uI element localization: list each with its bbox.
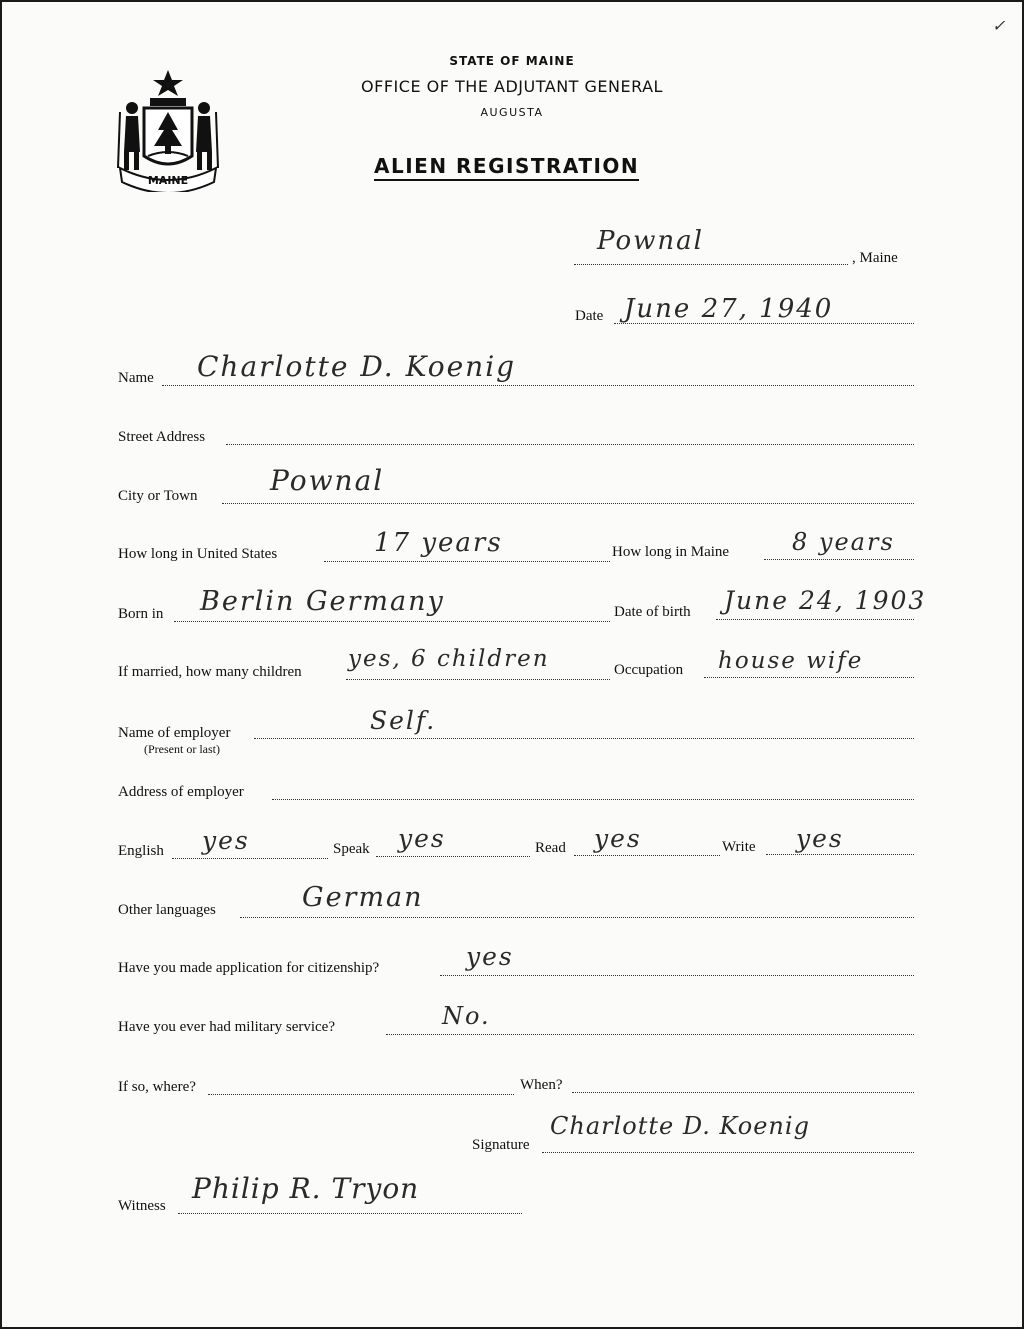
- city-value: Pownal: [270, 464, 385, 497]
- maine-dotted-line: [764, 559, 914, 560]
- employer-value: Self.: [370, 706, 437, 735]
- children-dotted-line: [346, 679, 610, 680]
- occupation-dotted-line: [704, 677, 914, 678]
- military-value: No.: [442, 1002, 491, 1030]
- employer-dotted-line: [254, 738, 914, 739]
- city-dotted-line: [222, 503, 914, 504]
- write-dotted-line: [766, 854, 914, 855]
- english-dotted-line: [172, 858, 328, 859]
- occupation-label: Occupation: [614, 662, 684, 678]
- read-label: Read: [535, 840, 566, 856]
- children-label: If married, how many children: [118, 664, 302, 680]
- date-value: June 27, 1940: [624, 294, 834, 324]
- dob-label: Date of birth: [614, 604, 691, 620]
- other-languages-value: German: [302, 882, 424, 913]
- occupation-value: house wife: [718, 648, 864, 674]
- born-label: Born in: [118, 606, 164, 622]
- state-heading: STATE OF MAINE: [449, 54, 575, 68]
- seal-banner: MAINE: [147, 174, 189, 187]
- signature-value: Charlotte D. Koenig: [550, 1112, 810, 1140]
- signature-dotted-line: [542, 1152, 914, 1153]
- military-label: Have you ever had military service?: [118, 1019, 335, 1035]
- dob-value: June 24, 1903: [724, 586, 927, 615]
- dob-dotted-line: [716, 619, 914, 620]
- maine-seal-icon: [114, 68, 222, 192]
- check-mark: ✓: [992, 16, 1006, 35]
- us-duration-value: 17 years: [374, 528, 503, 558]
- form-title: ALIEN REGISTRATION: [374, 154, 639, 181]
- speak-label: Speak: [333, 841, 370, 857]
- name-dotted-line: [162, 385, 914, 386]
- signature-label: Signature: [472, 1137, 530, 1153]
- born-value: Berlin Germany: [200, 586, 445, 617]
- citizenship-label: Have you made application for citizenship?: [118, 960, 380, 976]
- english-value: yes: [202, 826, 250, 855]
- other-languages-dotted-line: [240, 917, 914, 918]
- where-dotted-line: [208, 1094, 514, 1095]
- military-dotted-line: [386, 1034, 914, 1035]
- citizenship-dotted-line: [440, 975, 914, 976]
- employer-address-dotted-line: [272, 799, 914, 800]
- when-label: When?: [520, 1077, 563, 1093]
- speak-dotted-line: [376, 856, 530, 857]
- maine-duration-value: 8 years: [792, 528, 895, 556]
- name-label: Name: [118, 370, 154, 386]
- write-value: yes: [796, 824, 844, 853]
- employer-sublabel: (Present or last): [144, 742, 220, 756]
- maine-label: , Maine: [852, 250, 898, 266]
- office-heading: OFFICE OF THE ADJUTANT GENERAL: [361, 77, 663, 96]
- english-label: English: [118, 843, 164, 859]
- write-label: Write: [722, 839, 756, 855]
- maine-duration-label: How long in Maine: [612, 544, 730, 560]
- us-dotted-line: [324, 561, 610, 562]
- when-dotted-line: [572, 1092, 914, 1093]
- witness-dotted-line: [178, 1213, 522, 1214]
- where-label: If so, where?: [118, 1079, 196, 1095]
- us-duration-label: How long in United States: [118, 546, 278, 562]
- read-value: yes: [594, 824, 642, 853]
- other-languages-label: Other languages: [118, 902, 216, 918]
- witness-value: Philip R. Tryon: [192, 1172, 420, 1205]
- employer-address-label: Address of employer: [118, 784, 244, 800]
- born-dotted-line: [174, 621, 610, 622]
- speak-value: yes: [398, 824, 446, 853]
- witness-label: Witness: [118, 1198, 166, 1214]
- children-value: yes, 6 children: [348, 646, 550, 672]
- citizenship-value: yes: [466, 942, 514, 971]
- employer-label: Name of employer: [118, 725, 231, 741]
- town-value: Pownal: [597, 226, 704, 256]
- city-heading: AUGUSTA: [480, 106, 544, 119]
- street-dotted-line: [226, 444, 914, 445]
- date-label: Date: [575, 308, 604, 324]
- street-label: Street Address: [118, 429, 206, 445]
- city-label: City or Town: [118, 488, 198, 504]
- name-value: Charlotte D. Koenig: [197, 350, 517, 383]
- town-dotted-line: [574, 264, 848, 265]
- read-dotted-line: [574, 855, 720, 856]
